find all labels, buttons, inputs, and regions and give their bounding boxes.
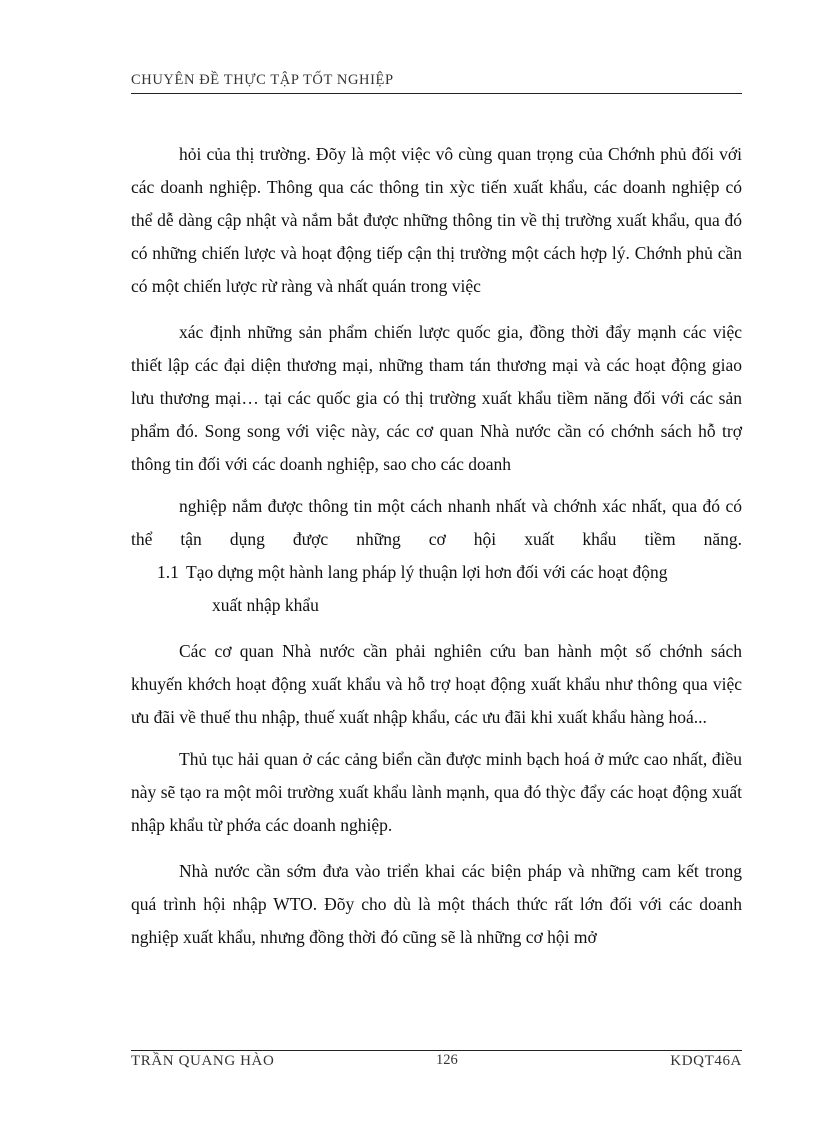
- paragraph-3: nghiệp nắm được thông tin một cách nhanh nhất và chớnh xác nhất, qua đó có thể tận dụng được những cơ hội xuất khẩu tiềm năng.: [131, 496, 742, 549]
- footer-class-code: KDQT46A: [670, 1053, 742, 1069]
- footer-page-number: 126: [436, 1052, 458, 1068]
- document-body: [131, 138, 742, 954]
- page-footer: [131, 1053, 742, 1075]
- section-heading-continuation: xuất nhập khẩu: [212, 595, 319, 615]
- footer-author: TRẦN QUANG HÀO: [131, 1053, 275, 1069]
- section-heading-text: Tạo dựng một hành lang pháp lý thuận lợi hơn đối với các hoạt động: [186, 562, 668, 582]
- paragraph-1: hỏi của thị trường. Đõy là một việc vô cùng quan trọng của Chớnh phủ đối với các doanh nghiệp. Thông qua các thông tin xỳc tiến xuất khẩu, các doanh nghiệp có thể dễ dàng cập nhật và nắm bắt được những thông tin về thị trường xuất khẩu, qua đó có những chiến lược và hoạt động tiếp cận thị trường một cách hợp lý. Chớnh phủ cần có một chiến lược rừ ràng và nhất quán trong việc: [131, 144, 742, 296]
- paragraph-5: Các cơ quan Nhà nước cần phải nghiên cứu ban hành một số chớnh sách khuyến khớch hoạt động xuất khẩu và hỗ trợ hoạt động xuất khẩu như thông qua việc ưu đãi về thuế thu nhập, thuế xuất nhập khẩu, các ưu đãi khi xuất khẩu hàng hoá...: [131, 641, 742, 727]
- section-heading: [131, 556, 742, 622]
- paragraph-7: Nhà nước cần sớm đưa vào triển khai các biện pháp và những cam kết trong quá trình hội nhập WTO. Đõy cho dù là một thách thức rất lớn đối với các doanh nghiệp xuất khẩu, nhưng đồng thời đó cũng sẽ là những cơ hội mở: [131, 861, 742, 947]
- header-divider: [131, 93, 742, 94]
- footer-divider: [131, 1050, 742, 1051]
- page-header-title: CHUYÊN ĐỀ THỰC TẬP TỐT NGHIỆP: [131, 72, 394, 88]
- paragraph-2: xác định những sản phẩm chiến lược quốc gia, đồng thời đẩy mạnh các việc thiết lập các đại diện thương mại, những tham tán thương mại và các hoạt động giao lưu thương mại… tại các quốc gia có thị trường xuất khẩu tiềm năng đối với các sản phẩm đó. Song song với việc này, các cơ quan Nhà nước cần có chớnh sách hỗ trợ thông tin đối với các doanh nghiệp, sao cho các doanh: [131, 322, 742, 474]
- section-heading-number: 1.1: [157, 562, 179, 582]
- paragraph-6: Thủ tục hải quan ở các cảng biển cần được minh bạch hoá ở mức cao nhất, điều này sẽ tạo ra một môi trường xuất khẩu lành mạnh, qua đó thỳc đẩy các hoạt động xuất nhập khẩu từ phớa các doanh nghiệp.: [131, 749, 742, 835]
